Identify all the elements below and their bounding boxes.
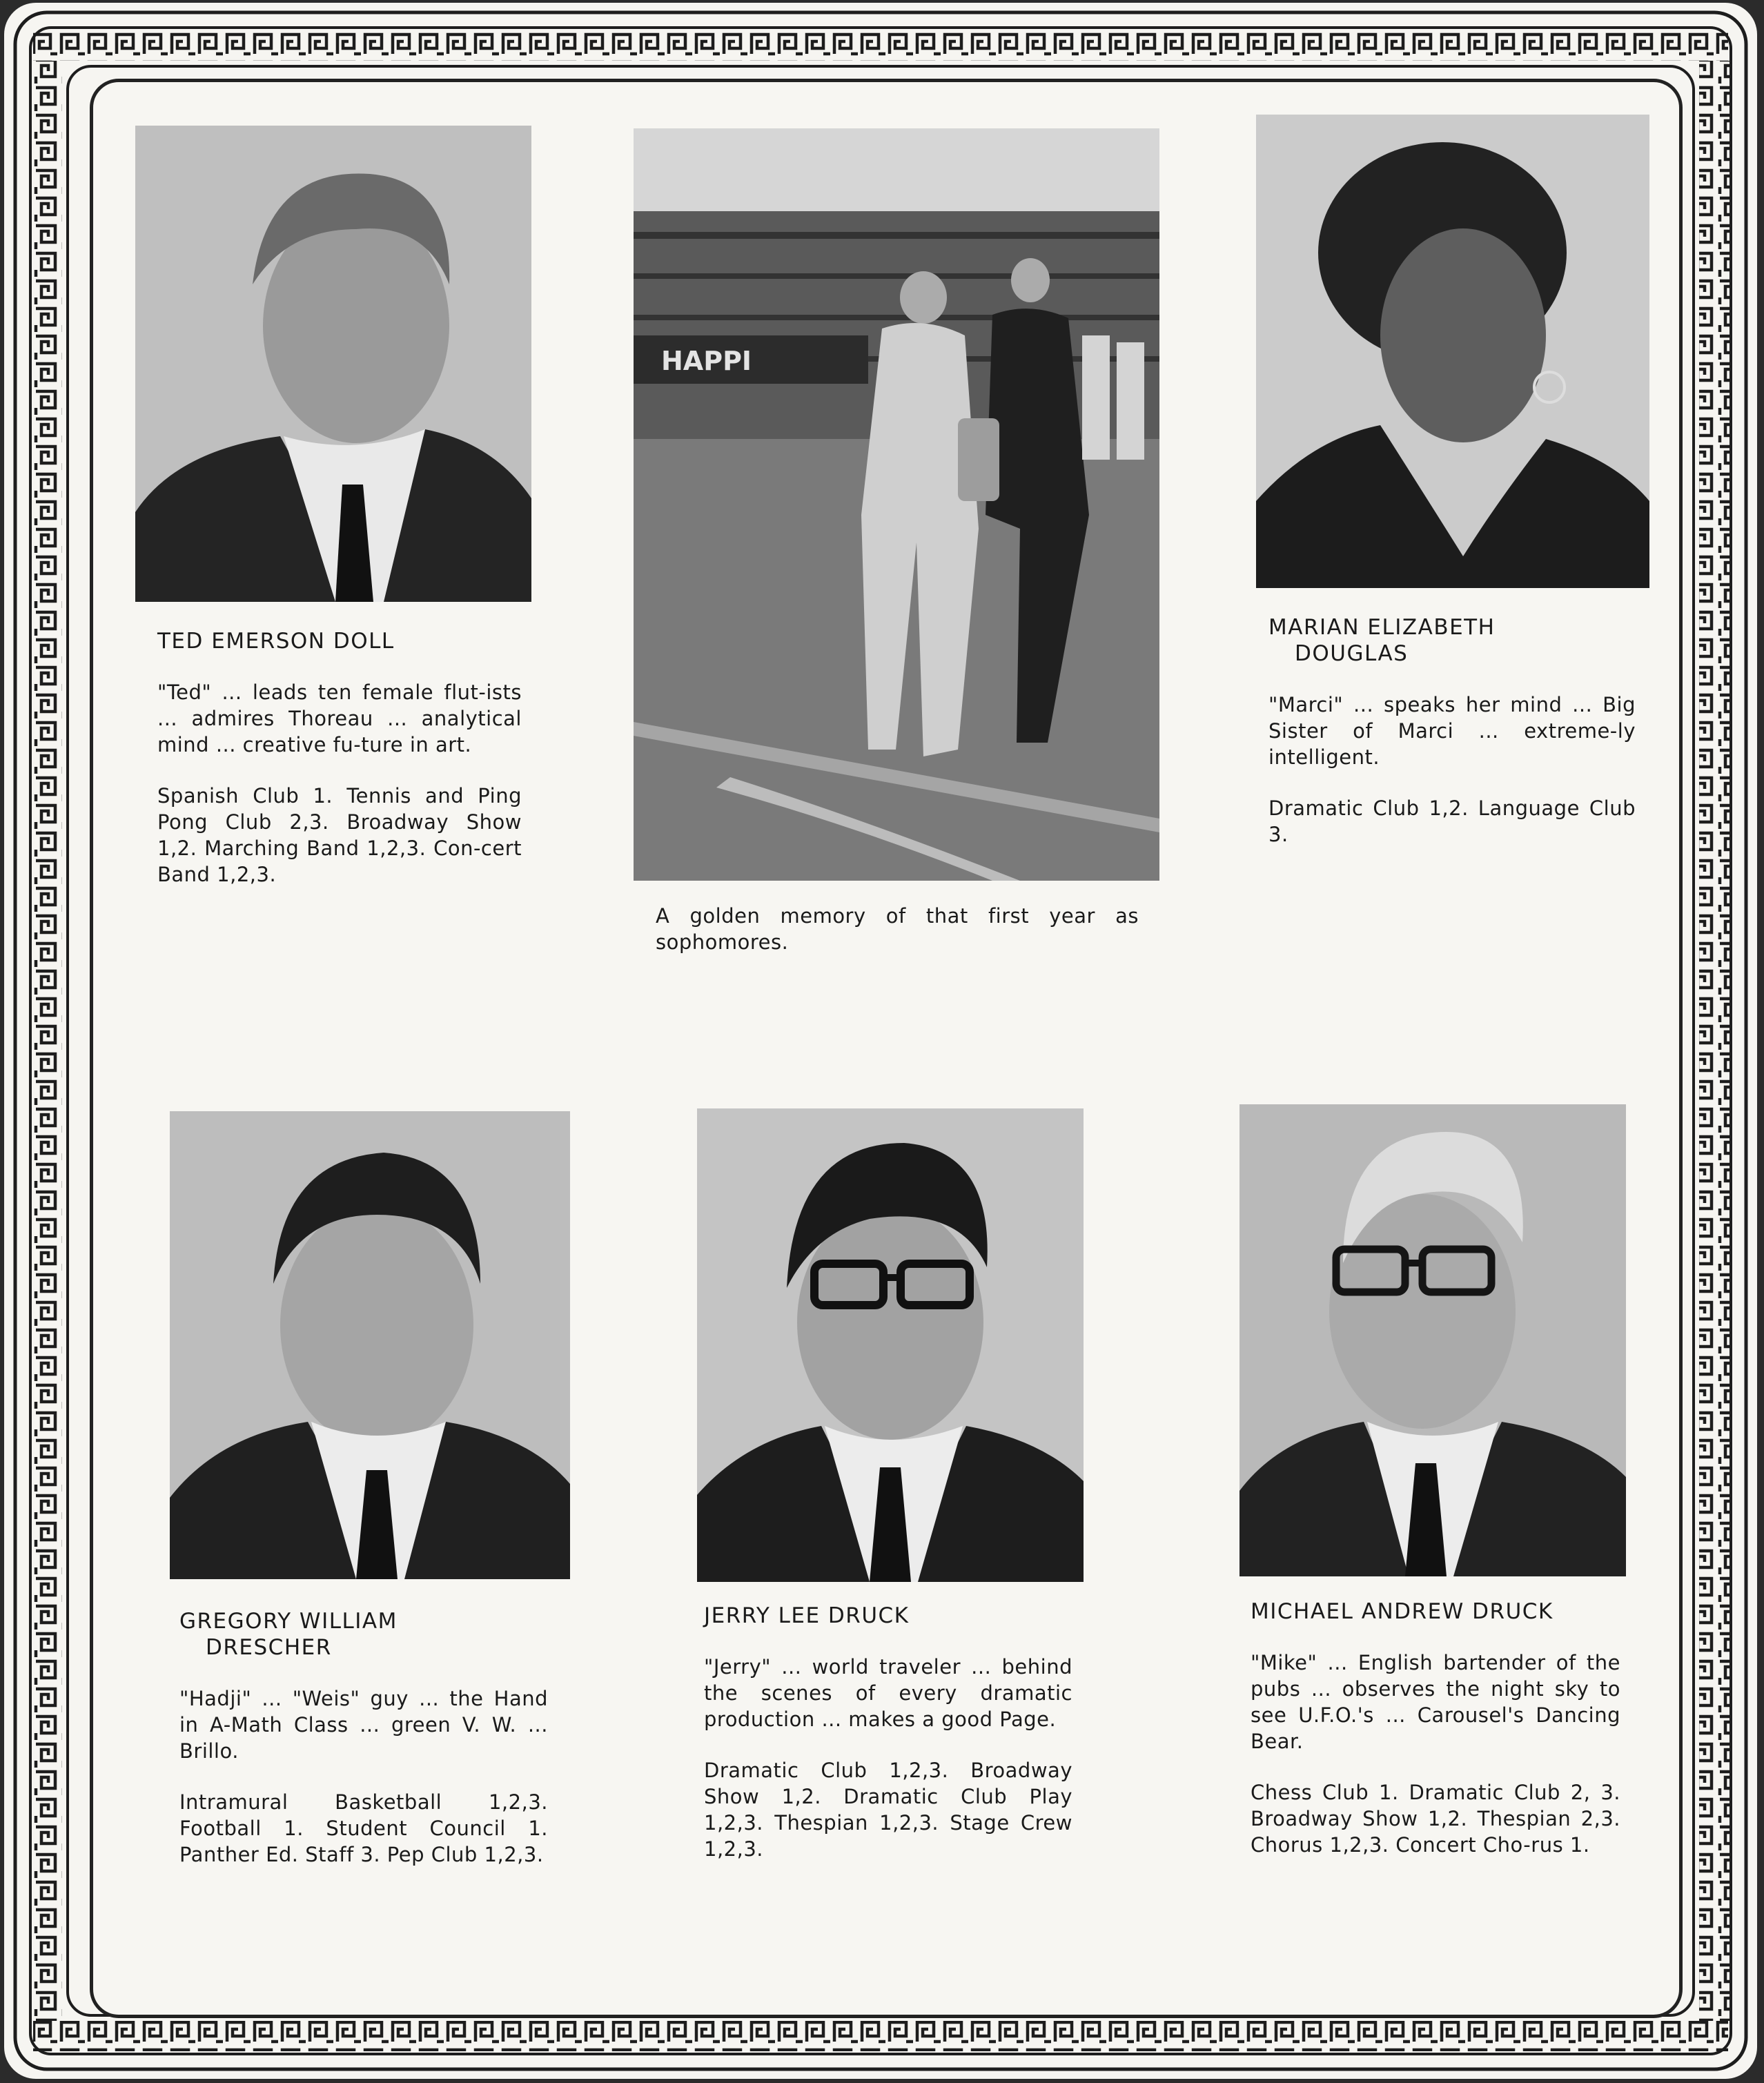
portrait-jerry: [697, 1108, 1084, 1582]
caption-michael: [1251, 1598, 1620, 1858]
portrait-douglas: [1256, 115, 1649, 588]
banner-text: HAPPI: [661, 346, 752, 376]
student-name: GREGORY WILLIAM DRESCHER: [179, 1609, 398, 1660]
candid-caption: [656, 903, 1139, 955]
student-name: TED EMERSON DOLL: [157, 629, 395, 654]
caption-doll: [157, 628, 522, 888]
student-quote: "Mike" ... English bartender of the pubs ... observes the night sky to see U.F.O.'s ... Carousel's Dancing Bear.: [1251, 1651, 1620, 1753]
student-quote: "Jerry" ... world traveler ... behind the scenes of every dramatic production ... makes a good Page.: [704, 1655, 1072, 1731]
candid-photo: [634, 128, 1159, 881]
student-name: JERRY LEE DRUCK: [704, 1603, 910, 1628]
student-quote: "Ted" ... leads ten female flut-ists ... admires Thoreau ... analytical mind ... creative fu-ture in art.: [157, 681, 522, 756]
student-quote: "Marci" ... speaks her mind ... Big Sister of Marci ... extreme-ly intelligent.: [1268, 693, 1636, 769]
candid-caption-text: A golden memory of that first year as sophomores.: [656, 904, 1139, 954]
caption-douglas: [1268, 614, 1636, 848]
student-name: MICHAEL ANDREW DRUCK: [1251, 1599, 1554, 1624]
student-name: MARIAN ELIZABETH DOUGLAS: [1268, 615, 1496, 666]
portrait-doll: [135, 126, 531, 602]
student-quote: "Hadji" ... "Weis" guy ... the Hand in A-Math Class ... green V. W. ... Brillo.: [179, 1687, 548, 1763]
student-activities: Chess Club 1. Dramatic Club 2, 3. Broadway Show 1,2. Thespian 2,3. Chorus 1,2,3. Concert Cho-rus 1.: [1251, 1781, 1620, 1857]
student-activities: Spanish Club 1. Tennis and Ping Pong Club 2,3. Broadway Show 1,2. Marching Band 1,2,3. Con-cert Band 1,2,3.: [157, 784, 522, 886]
portrait-drescher: [170, 1111, 570, 1579]
student-activities: Dramatic Club 1,2,3. Broadway Show 1,2. Dramatic Club Play 1,2,3. Thespian 1,2,3. Stage Crew 1,2,3.: [704, 1759, 1072, 1861]
caption-jerry: [704, 1603, 1072, 1862]
student-activities: Dramatic Club 1,2. Language Club 3.: [1268, 796, 1636, 846]
caption-drescher: [179, 1608, 548, 1868]
yearbook-page: [4, 3, 1757, 2079]
student-activities: Intramural Basketball 1,2,3. Football 1. Student Council 1. Panther Ed. Staff 3. Pep Club 1,2,3.: [179, 1790, 548, 1866]
portrait-michael: [1239, 1104, 1626, 1576]
